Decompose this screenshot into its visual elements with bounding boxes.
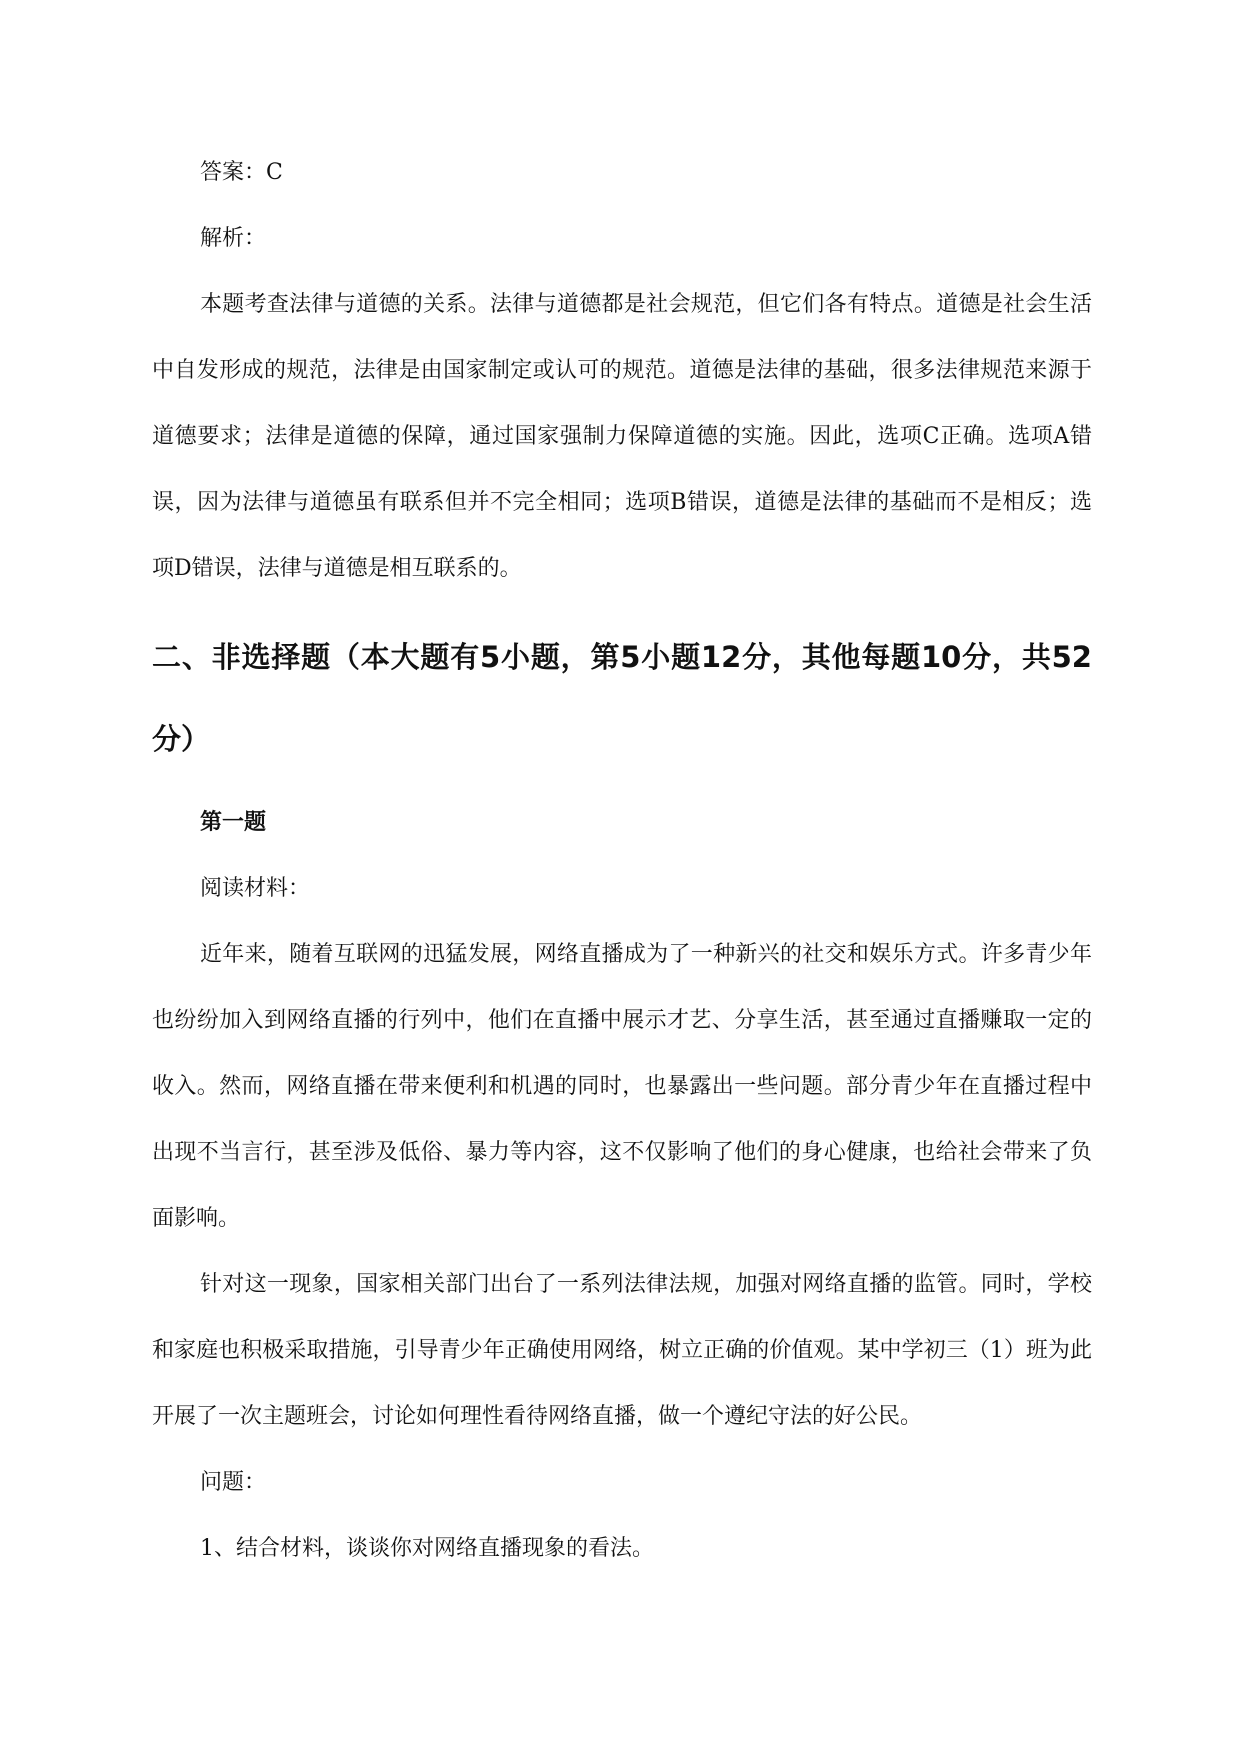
question-title: 第一题 [200, 810, 267, 835]
material-paragraph-2: 针对这一现象，国家相关部门出台了一系列法律法规，加强对网络直播的监管。同时，学校和家庭也积极采取措施，引导青少年正确使用网络，树立正确的价值观。某中学初三（1）班为此开展了一次主题班会，讨论如何理性看待网络直播，做一个遵纪守法的好公民。 [152, 1272, 1092, 1429]
analysis-text: 本题考查法律与道德的关系。法律与道德都是社会规范，但它们各有特点。道德是社会生活中自发形成的规范，法律是由国家制定或认可的规范。道德是法律的基础，很多法律规范来源于道德要求；法律是道德的保障，通过国家强制力保障道德的实施。因此，选项C正确。选项A错误，因为法律与道德虽有联系但并不完全相同；选项B错误，道德是法律的基础而不是相反；选项D错误，法律与道德是相互联系的。 [152, 292, 1092, 581]
material-paragraph-1: 近年来，随着互联网的迅猛发展，网络直播成为了一种新兴的社交和娱乐方式。许多青少年也纷纷加入到网络直播的行列中，他们在直播中展示才艺、分享生活，甚至通过直播赚取一定的收入。然而，网络直播在带来便利和机遇的同时，也暴露出一些问题。部分青少年在直播过程中出现不当言行，甚至涉及低俗、暴力等内容，这不仅影响了他们的身心健康，也给社会带来了负面影响。 [152, 942, 1092, 1231]
section-heading: 二、非选择题（本大题有5小题，第5小题12分，其他每题10分，共52分） [152, 640, 1092, 756]
answer-label: 答案：C [200, 160, 283, 185]
material-label: 阅读材料： [200, 876, 311, 901]
document-page [152, 140, 1092, 1582]
sub-question-1: 1、结合材料，谈谈你对网络直播现象的看法。 [200, 1536, 654, 1561]
question-label: 问题： [200, 1470, 267, 1495]
analysis-label: 解析： [200, 226, 267, 251]
